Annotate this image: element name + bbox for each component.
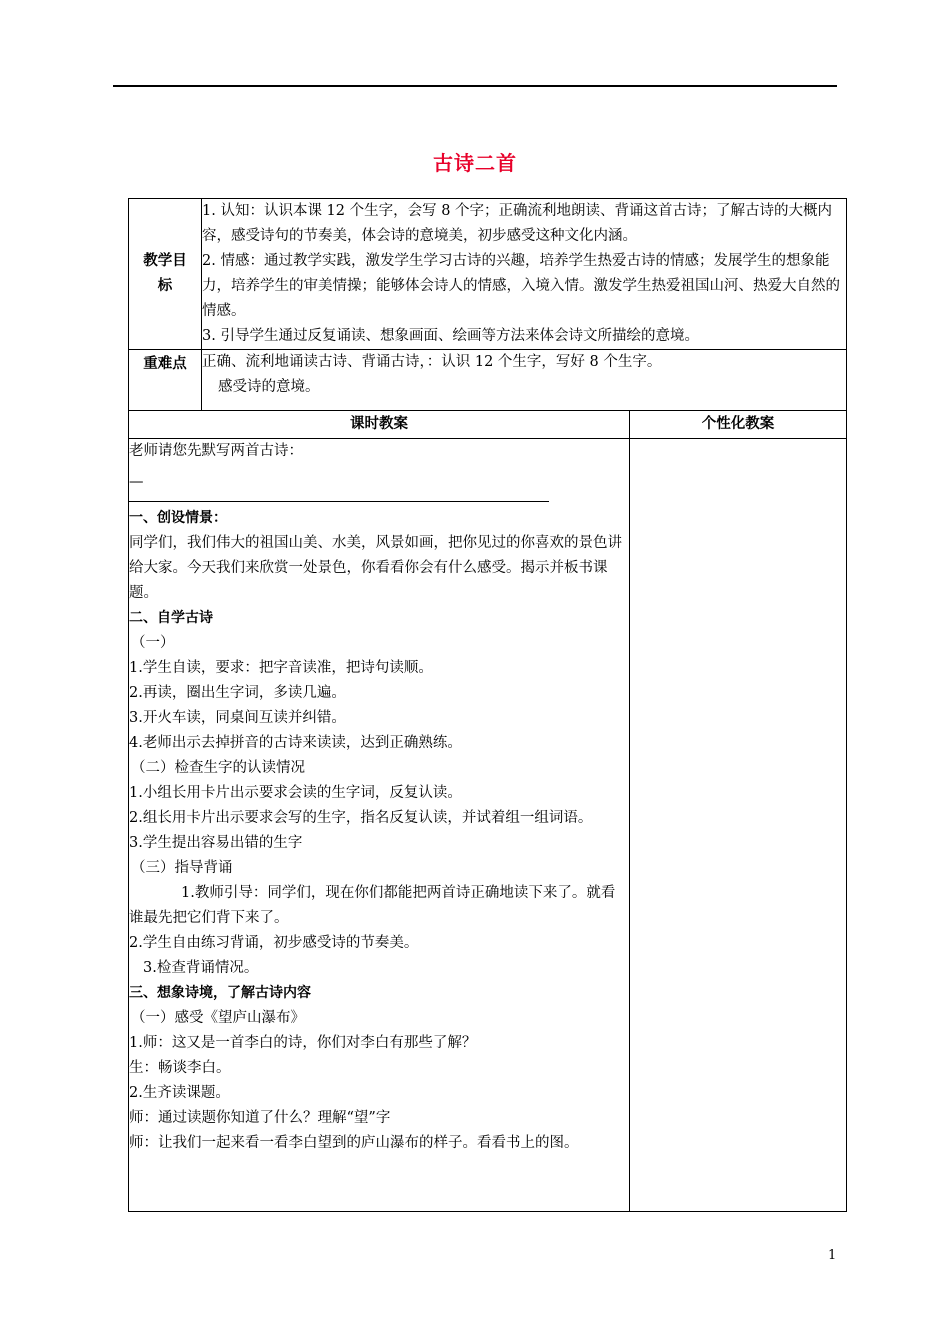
lesson-body-row (129, 439, 847, 1212)
document-title: 古诗二首 (433, 151, 517, 175)
column-header-row (129, 411, 847, 439)
list-item: 4.老师出示去掉拼音的古诗来读读，达到正确熟练。 (129, 735, 462, 751)
lesson-plan-table (128, 198, 847, 1212)
personal-content (630, 439, 847, 1212)
keypoints-row (129, 350, 847, 411)
list-item: 2.再读，圈出生字词，多读几遍。 (129, 685, 346, 701)
goals-row (129, 199, 847, 350)
subsection-heading: （二）检查生字的认读情况 (131, 760, 305, 776)
keypoints-label: 重难点 (129, 350, 202, 411)
list-item: 1.师：这又是一首李白的诗，你们对李白有那些了解？ (129, 1035, 477, 1051)
personal-column-header: 个性化教案 (630, 411, 847, 439)
lesson-column-header: 课时教案 (129, 411, 630, 439)
list-item: 2.学生自由练习背诵，初步感受诗的节奏美。 (129, 935, 419, 951)
keypoints-content (202, 350, 847, 411)
list-item: 1.小组长用卡片出示要求会读的生字词，反复认读。 (129, 785, 462, 801)
subsection-heading: （一）感受《望庐山瀑布》 (131, 1010, 305, 1026)
goals-label: 教学目标 (129, 199, 202, 350)
goal-item: 3. 引导学生通过反复诵读、想象画面、绘画等方法来体会诗文所描绘的意境。 (202, 328, 699, 344)
list-item: 师：通过读题你知道了什么？理解“望”字 (129, 1110, 391, 1126)
header-rule (113, 85, 837, 87)
list-item: 2.生齐读课题。 (129, 1085, 230, 1101)
keypoint-line: 正确、流利地诵读古诗、背诵古诗，：认识 12 个生字，写好 8 个生字。 (202, 354, 662, 370)
subsection-heading: （一） (131, 635, 175, 651)
intro-line: 老师请您先默写两首古诗： (129, 443, 303, 459)
goals-content (202, 199, 847, 350)
list-item: 1.学生自读，要求：把字音读准，把诗句读顺。 (129, 660, 433, 676)
divider-line (129, 501, 549, 502)
list-item: 1.教师引导：同学们，现在你们都能把两首诗正确地读下来了。就看谁最先把它们背下来了。 (129, 885, 616, 926)
subsection-heading: （三）指导背诵 (131, 860, 233, 876)
list-item: 生：畅谈李白。 (129, 1060, 231, 1076)
section-heading: 二、自学古诗 (129, 610, 213, 626)
page-number: 1 (828, 1248, 837, 1263)
goal-item: 2. 情感：通过教学实践，激发学生学习古诗的兴趣，培养学生热爱古诗的情感；发展学生的想象能力，培养学生的审美情操；能够体会诗人的情感，入境入情。激发学生热爱祖国山河、热爱大自然的情感。 (202, 253, 840, 319)
blank-line: — (129, 474, 144, 490)
section-heading: 一、创设情景： (129, 510, 227, 526)
list-item: 3.检查背诵情况。 (143, 960, 259, 976)
lesson-content (129, 439, 630, 1212)
paragraph: 同学们，我们伟大的祖国山美、水美，风景如画，把你见过的你喜欢的景色讲给大家。今天我们来欣赏一处景色，你看看你会有什么感受。揭示并板书课题。 (129, 535, 622, 601)
keypoint-line: 感受诗的意境。 (218, 379, 320, 395)
list-item: 2.组长用卡片出示要求会写的生字，指名反复认读，并试着组一组词语。 (129, 810, 593, 826)
list-item: 3.开火车读，同桌间互读并纠错。 (129, 710, 346, 726)
list-item: 3.学生提出容易出错的生字 (129, 835, 303, 851)
list-item: 师：让我们一起来看一看李白望到的庐山瀑布的样子。看看书上的图。 (129, 1135, 579, 1151)
section-heading: 三、想象诗境，了解古诗内容 (129, 985, 311, 1001)
goal-item: 1. 认知：认识本课 12 个生字，会写 8 个字；正确流利地朗读、背诵这首古诗；了解古诗的大概内容，感受诗句的节奏美，体会诗的意境美，初步感受这种文化内涵。 (202, 203, 833, 244)
